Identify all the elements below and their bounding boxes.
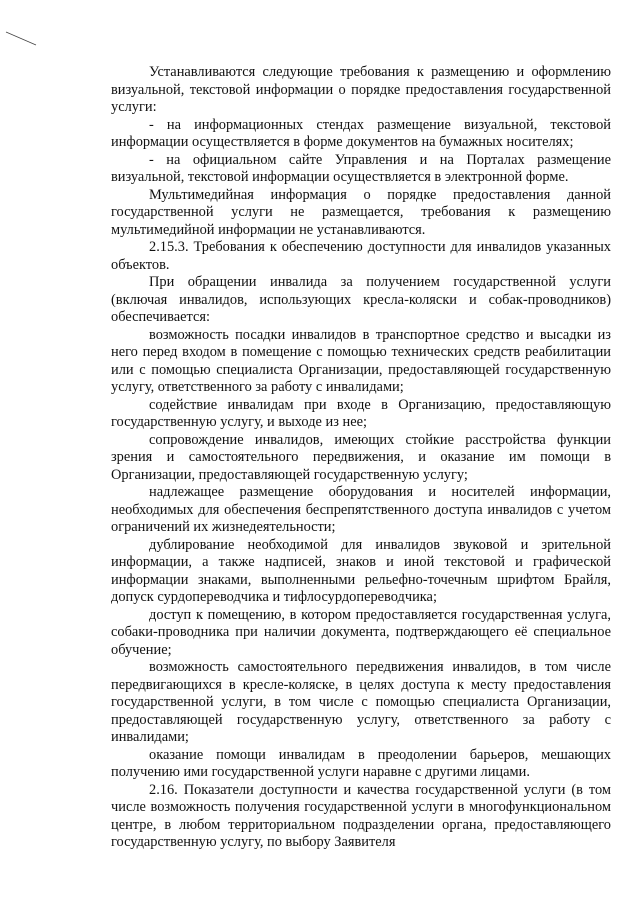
paragraph-wheelchair-movement: возможность самостоятельного передвижения инвалидов, в том числе передвигающихся в кресле-коляске, в целях доступа к месту предоставления государственной услуги, в том числе с помощью специалиста Организации, предоставляющей государственную услугу, ответственного за работу с инвалидами; bbox=[111, 659, 611, 745]
paragraph-equipment-placement: надлежащее размещение оборудования и носителей информации, необходимых для обеспечения беспрепятственного доступа инвалидов с учетом ограничений их жизнедеятельности; bbox=[111, 484, 611, 535]
paragraph-section-2-16: 2.16. Показатели доступности и качества государственной услуги (в том числе возможность получения государственной услуги в многофункциональном центре, в любом территориальном подразделении органа, предоставляющего государственную услугу, по выбору Заявителя bbox=[111, 781, 611, 850]
document-body bbox=[111, 64, 611, 852]
paragraph-barrier-assistance: оказание помощи инвалидам в преодолении барьеров, мешающих получению ими государственной услуги наравне с другими лицами. bbox=[111, 746, 611, 780]
paragraph-official-site: - на официальном сайте Управления и на Порталах размещение визуальной, текстовой информации осуществляется в электронной форме. bbox=[111, 151, 611, 185]
paragraph-entry-assistance: содействие инвалидам при входе в Организацию, предоставляющую государственную услугу, и выходе из нее; bbox=[111, 396, 611, 430]
paragraph-disabled-access: При обращении инвалида за получением государственной услуги (включая инвалидов, использующих кресла-коляски и собак-проводников) обеспечивается: bbox=[111, 274, 611, 325]
paragraph-escort: сопровождение инвалидов, имеющих стойкие расстройства функции зрения и самостоятельного передвижения, и оказание им помощи в Организации, предоставляющей государственную услугу; bbox=[111, 431, 611, 483]
paragraph-info-stands: - на информационных стендах размещение визуальной, текстовой информации осуществляется в форме документов на бумажных носителях; bbox=[111, 116, 611, 150]
paragraph-braille-duplication: дублирование необходимой для инвалидов звуковой и зрительной информации, а также надписей, знаков и иной текстовой и графической информации знаками, выполненными рельефно-точечным шрифтом Брайля, допуск сурдопереводчика и тифлосурдопереводчика; bbox=[111, 536, 611, 605]
paragraph-visual-info-requirements: Устанавливаются следующие требования к размещению и оформлению визуальной, текстовой информации о порядке предоставления государственной услуги: bbox=[111, 64, 611, 115]
paragraph-guide-dog-access: доступ к помещению, в котором предоставляется государственная услуга, собаки-проводника при наличии документа, подтверждающего её специальное обучение; bbox=[111, 606, 611, 658]
paragraph-transport-boarding: возможность посадки инвалидов в транспортное средство и высадки из него перед входом в помещение с помощью технических средств реабилитации или с помощью специалиста Организации, предоставляющей государственную услугу, ответственного за работу с инвалидами; bbox=[111, 326, 611, 395]
paragraph-section-2-15-3: 2.15.3. Требования к обеспечению доступности для инвалидов указанных объектов. bbox=[111, 239, 611, 273]
scan-mark bbox=[4, 30, 38, 48]
paragraph-multimedia: Мультимедийная информация о порядке предоставления данной государственной услуги не размещается, требования к размещению мультимедийной информации не устанавливаются. bbox=[111, 186, 611, 238]
